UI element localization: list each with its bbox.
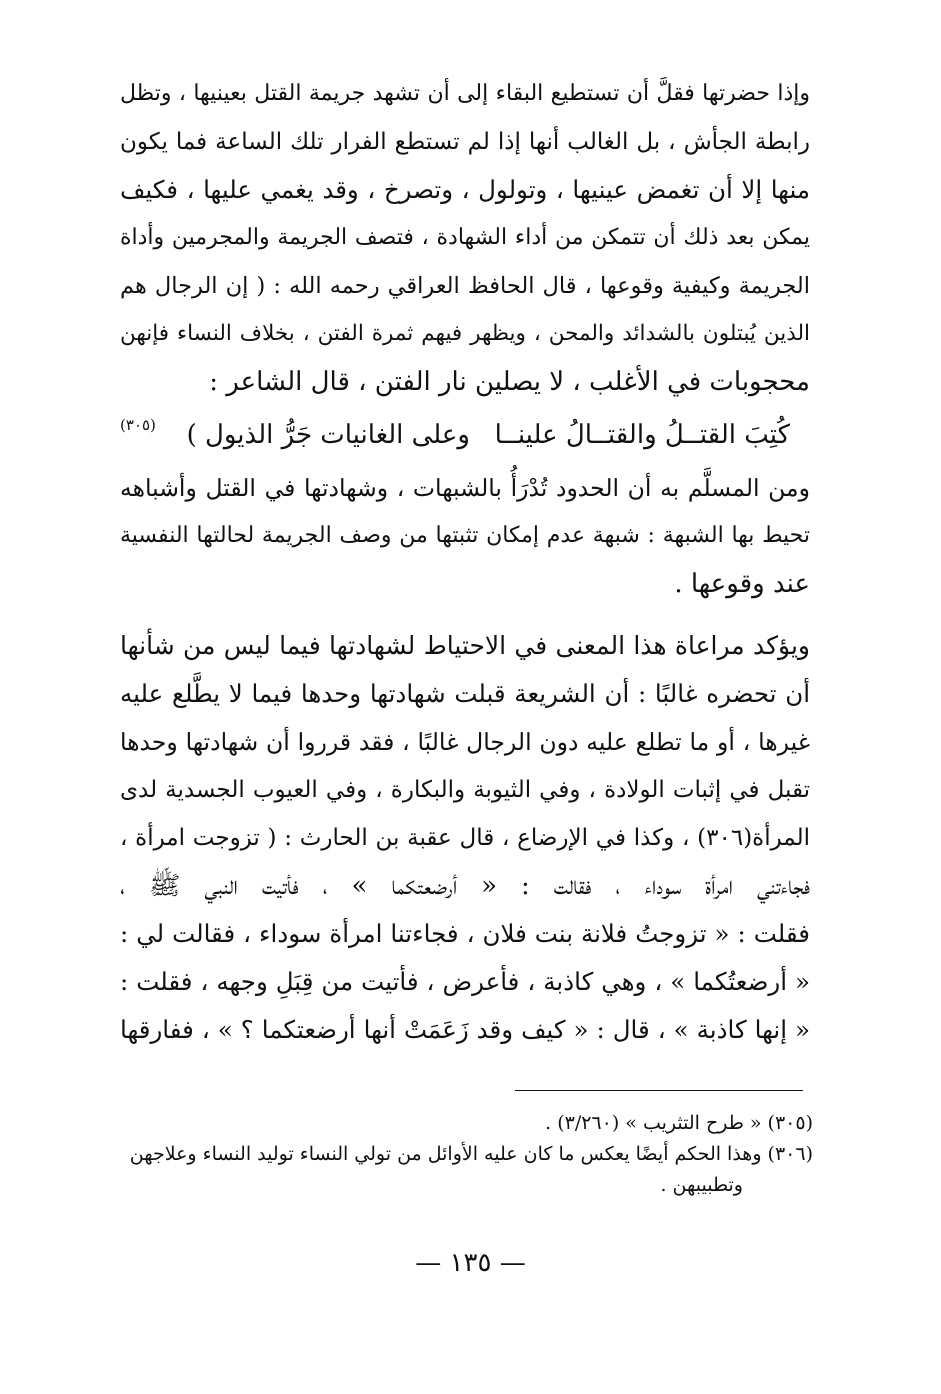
paragraph-2 — [120, 464, 810, 608]
footnote-reference: (٣٠٥) — [120, 416, 156, 434]
page-number: — ١٣٥ — — [415, 1248, 526, 1278]
footnote-306: (٣٠٦) وهذا الحكم أيضًا يعكس ما كان عليه الأوائل من تولي النساء توليد النساء وعلاجهن — [129, 1143, 813, 1165]
verse-hemistich-2: وعلى الغانيات جَرُّ الذيول ) — [186, 420, 470, 450]
paragraph-gap — [120, 608, 810, 622]
text-line: المرأة(٣٠٦) ، وكذا في الإرضاع ، قال عقبة بن الحارث : ( تزوجت امرأة ، — [120, 825, 810, 851]
paragraph-3 — [120, 622, 810, 1054]
text-line: منها إلا أن تغمض عينيها ، وتولول ، وتصرخ ، وقد يغمي عليها ، فكيف — [120, 175, 810, 204]
text-line: فقلت : « تزوجتُ فلانة بنت فلان ، فجاءتنا امرأة سوداء ، فقالت لي : — [120, 919, 810, 948]
text-line: « إنها كاذبة » ، قال : « كيف وقد زَعَمَتْ أنها أرضعتكما ؟ » ، ففارقها — [120, 1015, 810, 1044]
poetry-verse — [120, 406, 810, 464]
text-line: عند وقوعها . — [674, 569, 810, 599]
text-line: رابطة الجأش ، بل الغالب أنها إذا لم تستطع الفرار تلك الساعة فما يكون — [120, 129, 810, 155]
footnotes — [123, 1108, 813, 1201]
text-line: الجريمة وكيفية وقوعها ، قال الحافظ العراقي رحمه الله : ( إن الرجال هم — [120, 273, 810, 299]
text-line: محجوبات في الأغلب ، لا يصلين نار الفتن ، قال الشاعر : — [209, 367, 810, 397]
verse-hemistich-1: كُتِبَ القتــلُ والقتــالُ علينــا — [494, 420, 790, 450]
text-line: غيرها ، أو ما تطلع عليه دون الرجال غالبًا ، فقد قرروا أن شهادتها وحدها — [120, 728, 810, 756]
footnote-306-continuation: وتطبيبهن . — [660, 1174, 743, 1196]
text-line: « أرضعتُكما » ، وهي كاذبة ، فأعرض ، فأتيت من قِبَلِ وجهه ، فقلت : — [120, 967, 810, 996]
text-line: تحيط بها الشبهة : شبهة عدم إمكان تثبتها من وصف الجريمة لحالتها النفسية — [120, 523, 810, 548]
footnote-305: (٣٠٥) « طرح التثريب » (٣/٢٦٠) . — [545, 1112, 813, 1134]
text-line: ويؤكد مراعاة هذا المعنى في الاحتياط لشهادتها فيما ليس من شأنها — [120, 631, 810, 660]
text-line: تقبل في إثبات الولادة ، وفي الثيوبة والبكارة ، وفي العيوب الجسدية لدى — [120, 777, 810, 803]
paragraph-1 — [120, 70, 810, 406]
text-line: ومن المسلَّم به أن الحدود تُدْرَأُ بالشبهات ، وشهادتها في القتل وأشباهه — [120, 474, 810, 502]
text-line: فجاءتني امرأة سوداء ، فقالت : « أرضعتكما » ، فأتيت النبي ﷺ ، — [120, 871, 810, 901]
main-text — [120, 70, 810, 1054]
text-line: وإذا حضرتها فقلَّ أن تستطيع البقاء إلى أن تشهد جريمة القتل بعينيها ، وتظل — [120, 81, 810, 106]
text-line: الذين يُبتلون بالشدائد والمحن ، ويظهر فيهم ثمرة الفتن ، بخلاف النساء فإنهن — [120, 321, 810, 346]
text-line: أن تحضره غالبًا : أن الشريعة قبلت شهادتها وحدها فيما لا يطَّلع عليه — [120, 679, 810, 708]
footnote-divider — [515, 1090, 803, 1091]
text-line: يمكن بعد ذلك أن تتمكن من أداء الشهادة ، فتصف الجريمة والمجرمين وأداة — [120, 225, 810, 250]
